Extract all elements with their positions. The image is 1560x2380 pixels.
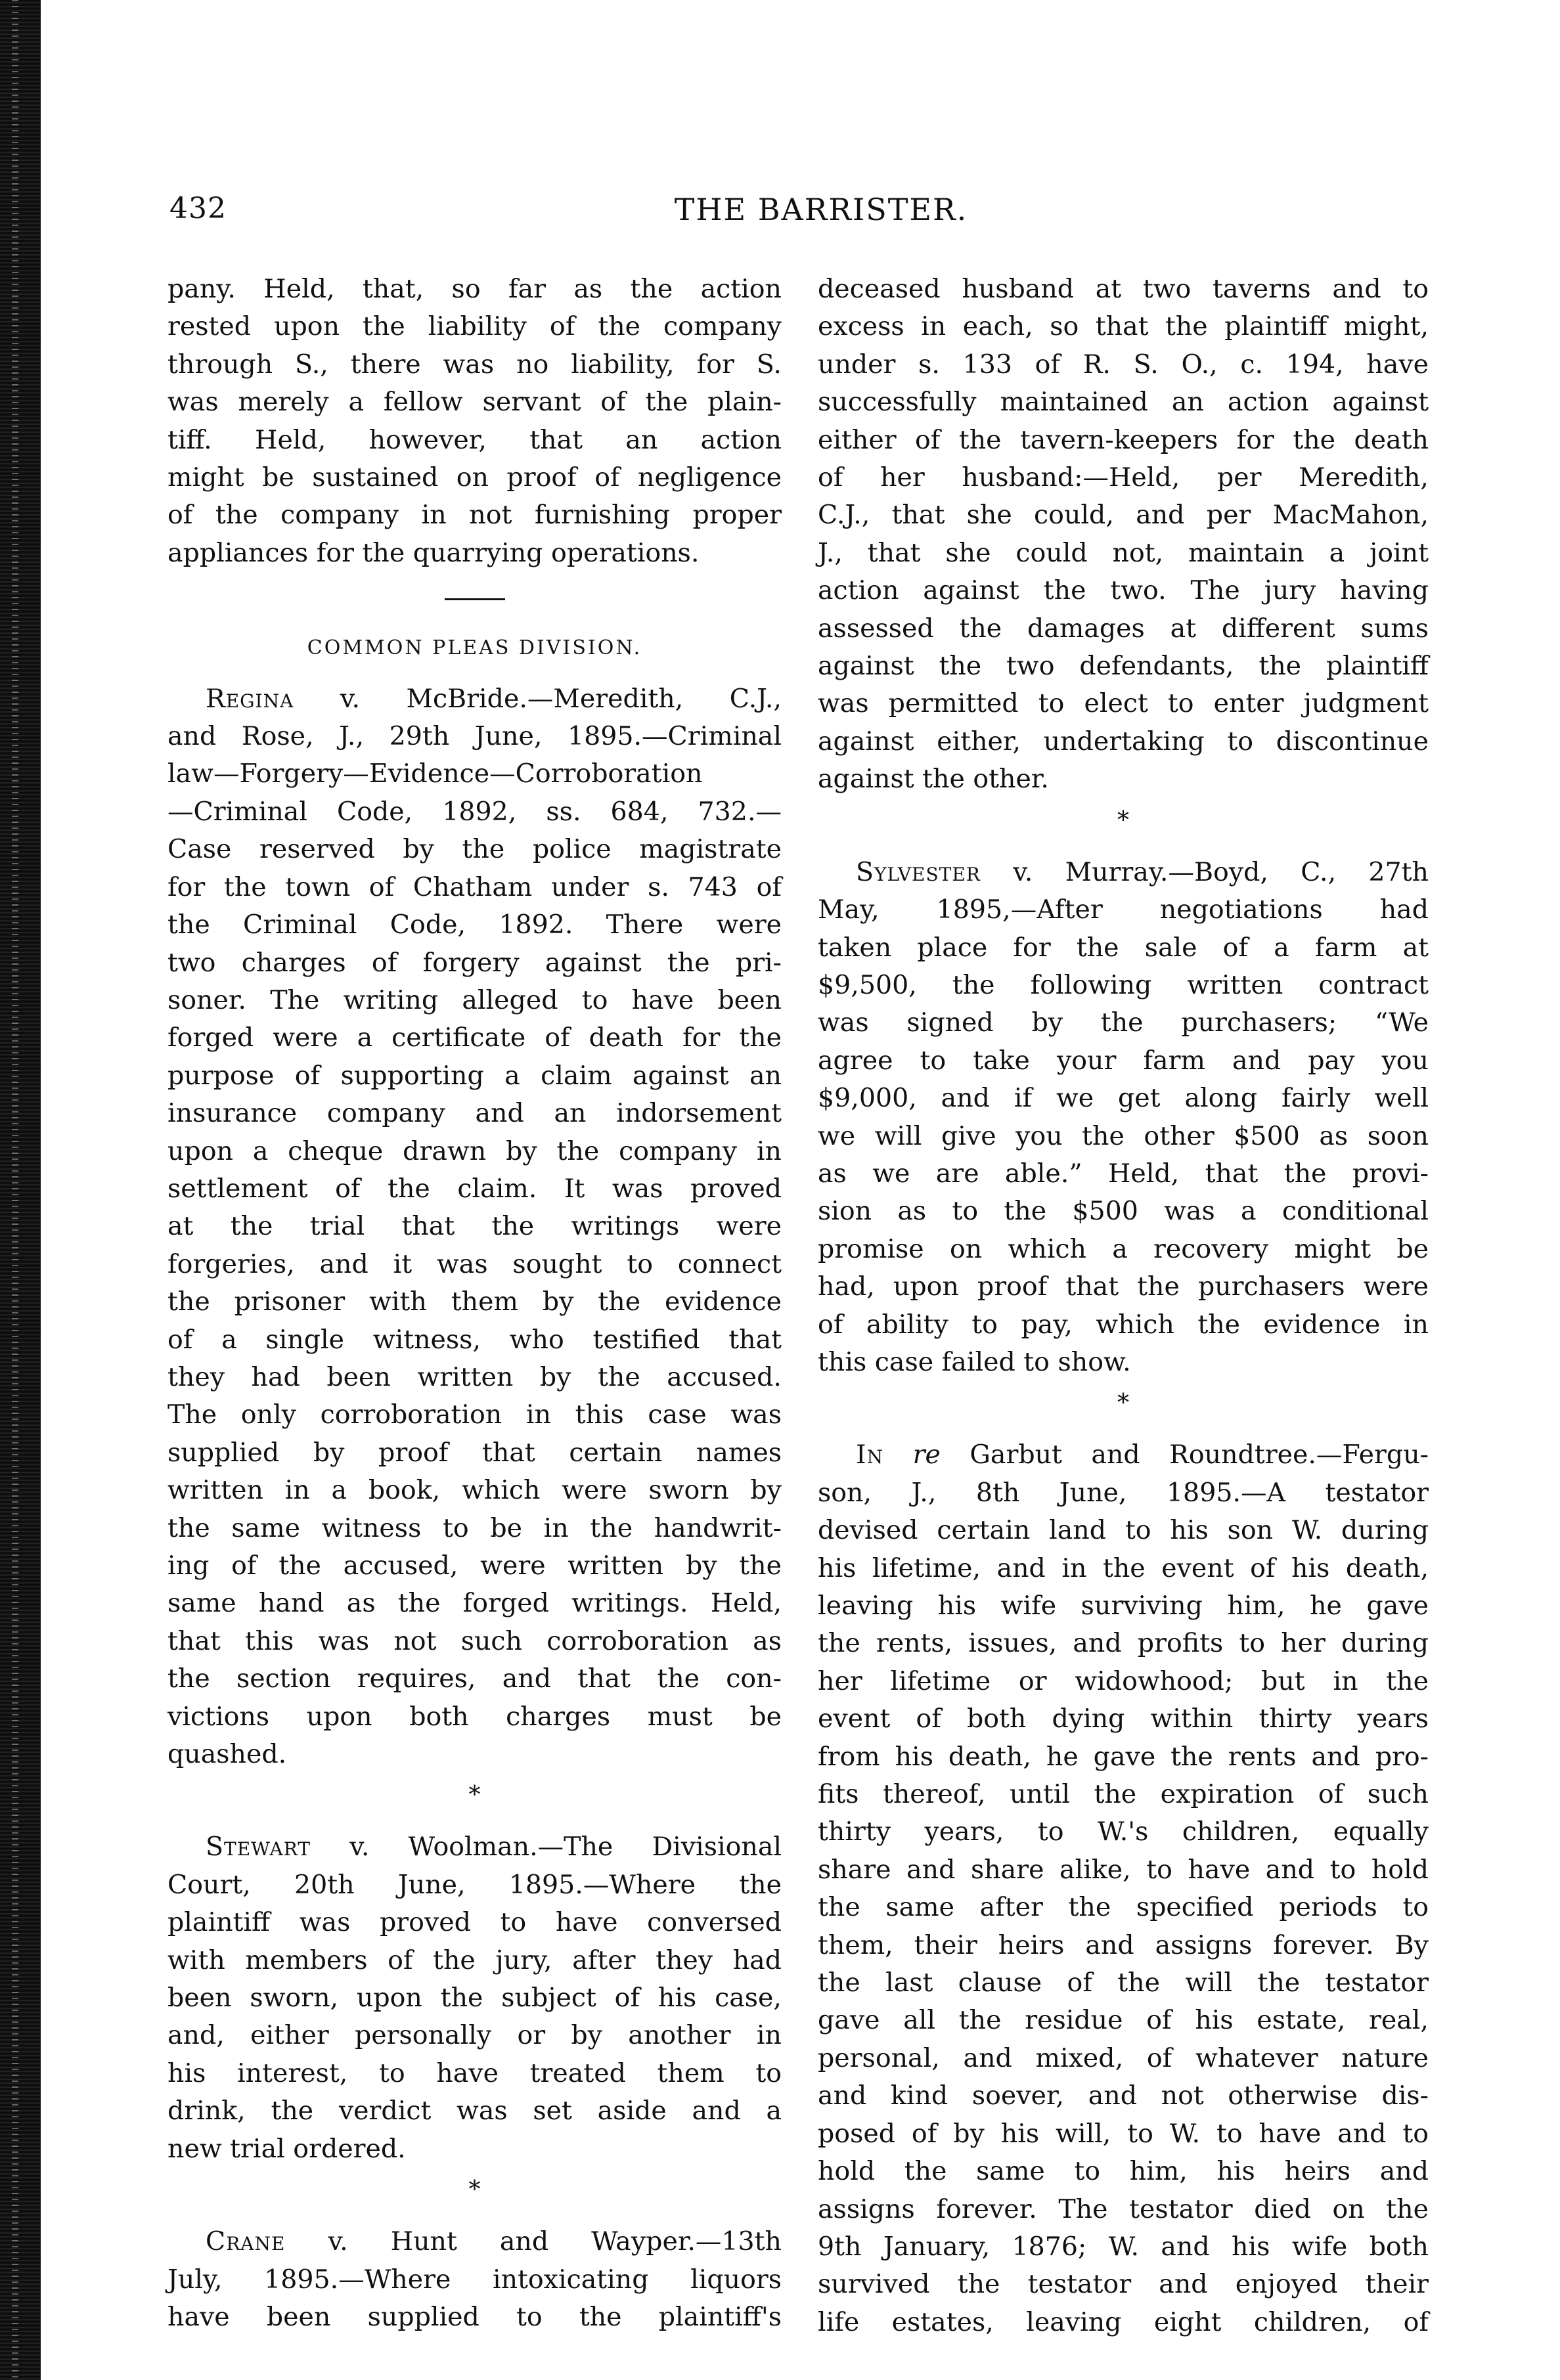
text-line: ing of the accused, were written by the: [167, 1551, 782, 1581]
text-line: same hand as the forged writings. Held,: [167, 1588, 782, 1619]
text-line: and kind soever, and not otherwise dis-: [818, 2081, 1429, 2111]
text-line: event of both dying within thirty years: [818, 1704, 1429, 1734]
text-line: the last clause of the will the testator: [818, 1968, 1429, 1998]
text-line: soner. The writing alleged to have been: [167, 984, 782, 1015]
text-line: $9,500, the following written contract: [818, 969, 1429, 1000]
text-line: of a single witness, who testified that: [167, 1324, 782, 1355]
page-number: 432: [169, 192, 227, 225]
text-line: rested upon the liability of the company: [167, 311, 782, 342]
text-line: [167, 1828, 782, 1866]
text-line: they had been written by the accused.: [167, 1361, 782, 1392]
text-line: forgeries, and it was sought to connect: [167, 1248, 782, 1279]
text-line: deceased husband at two taverns and to: [818, 274, 1429, 304]
text-line: C.J., that she could, and per MacMahon,: [818, 500, 1429, 531]
case-crane-v-hunt: [167, 2223, 782, 2336]
text-line: gave all the residue of his estate, real,: [818, 2005, 1429, 2036]
text-line: had, upon proof that the purchasers were: [818, 1271, 1429, 1302]
text-line: of the company in not furnishing proper: [167, 500, 782, 531]
text-line: devised certain land to his son W. during: [818, 1515, 1429, 1546]
text-line: leaving his wife surviving him, he gave: [818, 1591, 1429, 1621]
text-line: law—Forgery—Evidence—Corroboration: [167, 759, 703, 789]
text-line: thirty years, to W.'s children, equally: [818, 1817, 1429, 1847]
continued-paragraph: [818, 271, 1429, 799]
text-line: from his death, he gave the rents and pro-: [818, 1741, 1429, 1772]
case-citation: v. McBride.—Meredith, C.J.,: [294, 683, 782, 714]
text-line: that this was not such corroboration as: [167, 1625, 782, 1656]
text-line: sion as to the $500 was a conditional: [818, 1196, 1429, 1227]
case-name: Stewart: [206, 1832, 311, 1862]
text-line: his lifetime, and in the event of his death,: [818, 1553, 1429, 1583]
text-line: written in a book, which were sworn by: [167, 1475, 782, 1506]
text-line: the rents, issues, and profits to her during: [818, 1628, 1429, 1659]
text-line: excess in each, so that the plaintiff might,: [818, 311, 1429, 342]
text-line: new trial ordered.: [167, 2133, 406, 2164]
text-line: the prisoner with them by the evidence: [167, 1287, 782, 1317]
text-line: as we are able.” Held, that the provi-: [818, 1158, 1429, 1189]
text-line: of ability to pay, which the evidence in: [818, 1309, 1429, 1340]
text-line: forged were a certificate of death for the: [167, 1023, 782, 1053]
text-line: survived the testator and enjoyed their: [818, 2269, 1429, 2300]
text-line: pany. Held, that, so far as the action: [167, 274, 782, 304]
text-line: Court, 20th June, 1895.—Where the: [167, 1869, 782, 1900]
text-line: her lifetime or widowhood; but in the: [818, 1665, 1429, 1696]
text-line: [818, 1436, 1429, 1474]
asterisk-separator: *: [468, 2176, 481, 2204]
text-line: personal, and mixed, of whatever nature: [818, 2042, 1429, 2073]
text-line: was merely a fellow servant of the plain-: [167, 387, 782, 418]
text-line: [818, 854, 1429, 891]
text-line: have been supplied to the plaintiff's: [167, 2301, 782, 2332]
case-citation: v. Woolman.—The Divisional: [311, 1832, 782, 1862]
text-line: son, J., 8th June, 1895.—A testator: [818, 1477, 1429, 1508]
text-line: supplied by proof that certain names: [167, 1437, 782, 1468]
text-line: them, their heirs and assigns forever. By: [818, 1929, 1429, 1960]
section-heading: COMMON PLEAS DIVISION.: [307, 636, 642, 660]
text-line: agree to take your farm and pay you: [818, 1045, 1429, 1076]
section-rule: [445, 598, 505, 600]
text-line: appliances for the quarrying operations.: [167, 537, 700, 568]
text-line: upon a cheque drawn by the company in: [167, 1135, 782, 1166]
text-line: was signed by the purchasers; “We: [818, 1007, 1429, 1038]
text-line: [167, 680, 782, 718]
case-name-italic: re: [912, 1440, 941, 1470]
left-column: [167, 271, 782, 2336]
text-line: and Rose, J., 29th June, 1895.—Criminal: [167, 721, 782, 752]
text-line: insurance company and an indorsement: [167, 1098, 782, 1129]
continued-paragraph: [167, 271, 782, 572]
text-line: hold the same to him, his heirs and: [818, 2156, 1429, 2187]
case-name: Regina: [206, 683, 294, 714]
text-line: either of the tavern-keepers for the death: [818, 424, 1429, 455]
text-line: successfully maintained an action against: [818, 387, 1429, 418]
text-line: fits thereof, until the expiration of such: [818, 1779, 1429, 1810]
text-line: for the town of Chatham under s. 743 of: [167, 871, 782, 902]
text-line: assessed the damages at different sums: [818, 613, 1429, 644]
asterisk-separator: *: [1117, 1390, 1129, 1417]
case-name: Sylvester: [856, 856, 981, 887]
text-line: the Criminal Code, 1892. There were: [167, 910, 782, 940]
case-citation: v. Hunt and Wayper.—13th: [285, 2226, 782, 2257]
text-line: two charges of forgery against the pri-: [167, 947, 782, 978]
text-line: plaintiff was proved to have conversed: [167, 1907, 782, 1938]
text-line: the same after the specified periods to: [818, 1892, 1429, 1923]
text-line: against either, undertaking to discontinue: [818, 726, 1429, 757]
text-line: share and share alike, to have and to hold: [818, 1854, 1429, 1885]
text-line: against the two defendants, the plaintiff: [818, 651, 1429, 682]
text-line: and, either personally or by another in: [167, 2020, 782, 2051]
text-line: $9,000, and if we get along fairly well: [818, 1083, 1429, 1114]
text-line: May, 1895,—After negotiations had: [818, 894, 1429, 925]
text-line: this case failed to show.: [818, 1346, 1131, 1377]
text-line: the section requires, and that the con-: [167, 1664, 782, 1694]
case-citation: v. Murray.—Boyd, C., 27th: [980, 856, 1429, 887]
text-line: victions upon both charges must be: [167, 1701, 782, 1732]
text-line: life estates, leaving eight children, of: [818, 2306, 1429, 2337]
text-line: July, 1895.—Where intoxicating liquors: [167, 2264, 782, 2295]
text-line: under s. 133 of R. S. O., c. 194, have: [818, 349, 1429, 380]
case-name: Crane: [206, 2226, 286, 2257]
text-line: Case reserved by the police magistrate: [167, 834, 782, 865]
text-line: —Criminal Code, 1892, ss. 684, 732.—: [167, 796, 782, 827]
text-line: we will give you the other $500 as soon: [818, 1120, 1429, 1151]
text-line: taken place for the sale of a farm at: [818, 932, 1429, 963]
right-column: [818, 271, 1429, 2341]
text-line: his interest, to have treated them to: [167, 2058, 782, 2088]
text-line: drink, the verdict was set aside and a: [167, 2096, 782, 2127]
text-line: the same witness to be in the handwrit-: [167, 1512, 782, 1543]
asterisk-separator: *: [1117, 806, 1129, 834]
text-line: was permitted to elect to enter judgment: [818, 688, 1429, 719]
text-line: settlement of the claim. It was proved: [167, 1173, 782, 1204]
case-sylvester-v-murray: [818, 854, 1429, 1382]
running-title: THE BARRISTER.: [674, 192, 968, 227]
text-line: promise on which a recovery might be: [818, 1233, 1429, 1264]
text-line: against the other.: [818, 764, 1049, 795]
page-binding-edge: [0, 0, 41, 2380]
text-line: The only corroboration in this case was: [167, 1399, 782, 1430]
text-line: tiff. Held, however, that an action: [167, 424, 782, 455]
text-line: assigns forever. The testator died on the: [818, 2193, 1429, 2224]
text-line: action against the two. The jury having: [818, 575, 1429, 606]
text-line: J., that she could not, maintain a joint: [818, 537, 1429, 568]
case-stewart-v-woolman: [167, 1828, 782, 2168]
text-line: with members of the jury, after they had: [167, 1945, 782, 1975]
text-line: been sworn, upon the subject of his case,: [167, 1983, 782, 2014]
case-citation: Garbut and Roundtree.—Fergu-: [940, 1440, 1429, 1470]
case-in-re-garbut: [818, 1436, 1429, 2341]
text-line: through S., there was no liability, for S.: [167, 349, 782, 380]
text-line: at the trial that the writings were: [167, 1211, 782, 1242]
text-line: posed of by his will, to W. to have and to: [818, 2118, 1429, 2149]
text-line: [167, 2223, 782, 2260]
asterisk-separator: *: [468, 1782, 481, 1809]
text-line: purpose of supporting a claim against an: [167, 1060, 782, 1091]
text-line: of her husband:—Held, per Meredith,: [818, 462, 1429, 493]
text-line: quashed.: [167, 1739, 287, 1770]
case-name: In: [856, 1440, 884, 1470]
text-line: might be sustained on proof of negligence: [167, 462, 782, 493]
text-line: 9th January, 1876; W. and his wife both: [818, 2231, 1429, 2262]
case-regina-v-mcbride: [167, 680, 782, 1774]
